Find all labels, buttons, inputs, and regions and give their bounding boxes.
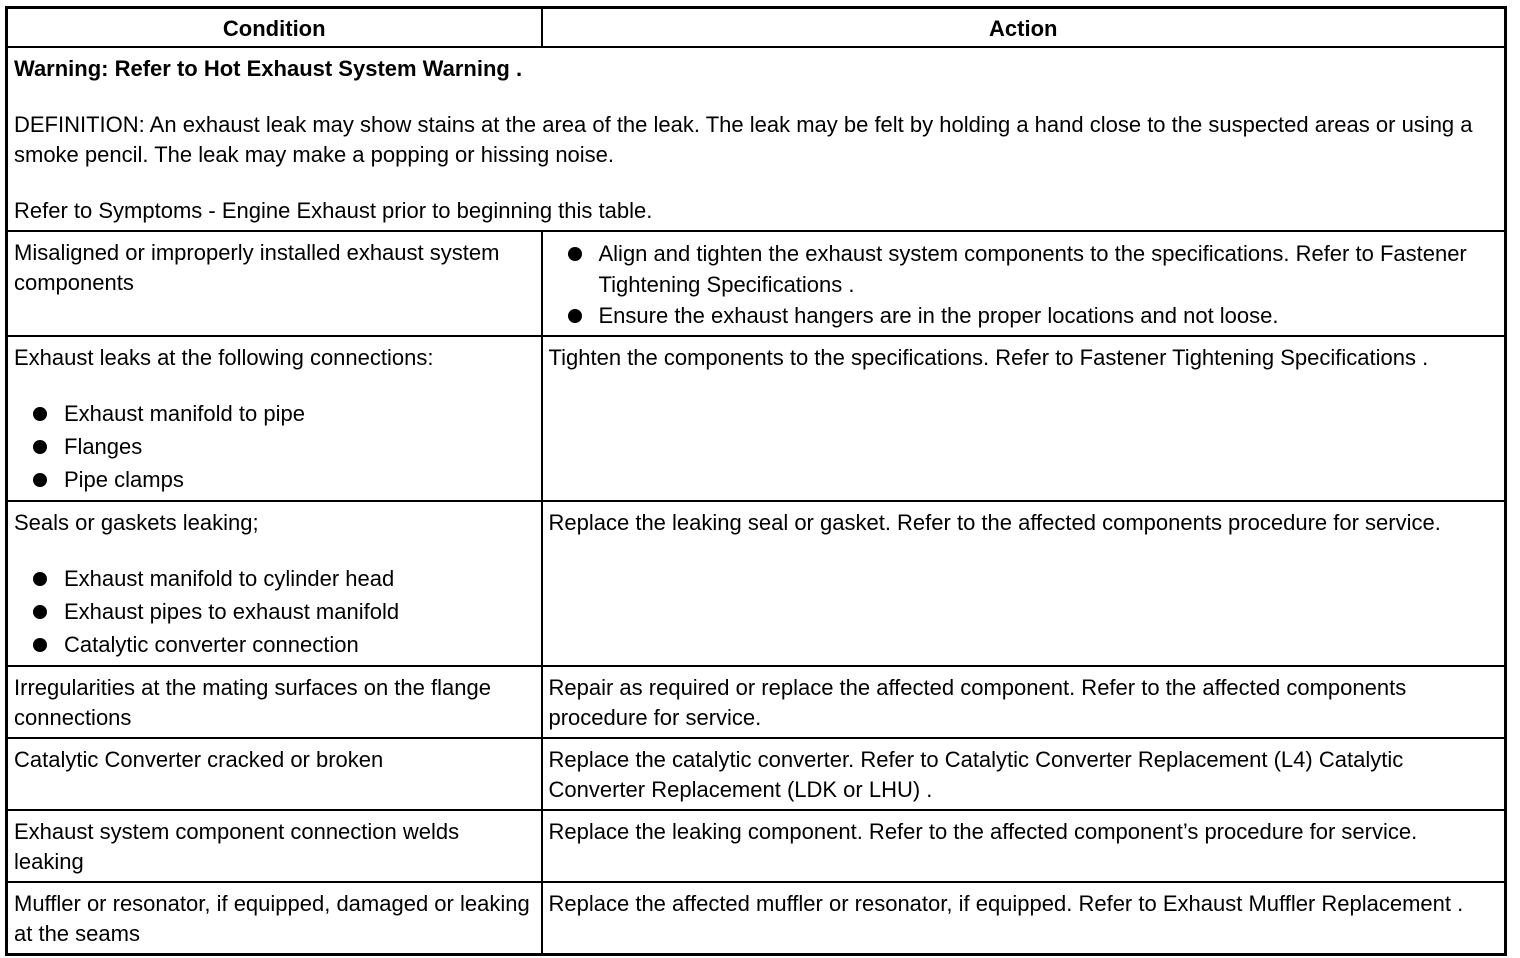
condition-text: Seals or gaskets leaking; xyxy=(14,510,259,535)
table-row xyxy=(7,882,1506,955)
condition-text: Muffler or resonator, if equipped, damaged or leaking at the seams xyxy=(14,891,530,946)
definition-text: DEFINITION: An exhaust leak may show stains at the area of the leak. The leak may be felt by holding a hand close to the suspected areas or using a smoke pencil. The leak may make a popping or hissing noise. xyxy=(14,112,1473,167)
table-row xyxy=(7,738,1506,810)
condition-bullet-list xyxy=(14,397,535,496)
condition-cell xyxy=(7,666,542,738)
table-row xyxy=(7,810,1506,882)
action-text: Replace the leaking seal or gasket. Refer to the affected components procedure for service. xyxy=(548,510,1441,535)
table-row xyxy=(7,231,1506,336)
condition-cell xyxy=(7,336,542,501)
condition-bullet: Exhaust manifold to cylinder head xyxy=(14,562,535,595)
action-cell xyxy=(542,810,1506,882)
condition-cell xyxy=(7,231,542,336)
condition-text: Catalytic Converter cracked or broken xyxy=(14,747,384,772)
action-header: Action xyxy=(542,8,1506,48)
condition-bullet: Flanges xyxy=(14,430,535,463)
condition-bullet: Exhaust manifold to pipe xyxy=(14,397,535,430)
condition-text: Exhaust leaks at the following connections: xyxy=(14,345,434,370)
diagnostic-table xyxy=(5,6,1507,956)
condition-text: Misaligned or improperly installed exhaust system components xyxy=(14,240,500,295)
condition-text: Irregularities at the mating surfaces on the flange connections xyxy=(14,675,491,730)
action-text: Replace the leaking component. Refer to the affected component’s procedure for service. xyxy=(548,819,1418,844)
header-row xyxy=(7,8,1506,48)
table-row xyxy=(7,336,1506,501)
table-row xyxy=(7,666,1506,738)
action-cell xyxy=(542,336,1506,501)
table-row xyxy=(7,501,1506,666)
action-bullet: Ensure the exhaust hangers are in the proper locations and not loose. xyxy=(549,300,1499,331)
action-cell xyxy=(542,882,1506,955)
action-bullet-list xyxy=(549,238,1499,331)
action-cell xyxy=(542,501,1506,666)
condition-bullet: Catalytic converter connection xyxy=(14,628,535,661)
condition-bullet: Exhaust pipes to exhaust manifold xyxy=(14,595,535,628)
condition-cell xyxy=(7,810,542,882)
condition-text: Exhaust system component connection welds leaking xyxy=(14,819,460,874)
intro-cell xyxy=(7,47,1506,231)
action-text: Repair as required or replace the affected component. Refer to the affected components procedure for service. xyxy=(548,675,1407,730)
condition-bullet: Pipe clamps xyxy=(14,463,535,496)
condition-bullet-list xyxy=(14,562,535,661)
warning-text: Warning: Refer to Hot Exhaust System Warning . xyxy=(14,56,523,81)
action-cell xyxy=(542,738,1506,810)
refer-text: Refer to Symptoms - Engine Exhaust prior to beginning this table. xyxy=(14,198,653,223)
condition-cell xyxy=(7,738,542,810)
action-text: Tighten the components to the specifications. Refer to Fastener Tightening Specifications . xyxy=(548,345,1429,370)
condition-header: Condition xyxy=(7,8,542,48)
intro-row xyxy=(7,47,1506,231)
action-text: Replace the affected muffler or resonator, if equipped. Refer to Exhaust Muffler Replacement . xyxy=(548,891,1464,916)
action-text: Replace the catalytic converter. Refer to Catalytic Converter Replacement (L4) Catalytic Converter Replacement (LDK or LHU) . xyxy=(548,747,1404,802)
action-bullet: Align and tighten the exhaust system components to the specifications. Refer to Fastener Tightening Specifications . xyxy=(549,238,1499,300)
condition-cell xyxy=(7,501,542,666)
condition-cell xyxy=(7,882,542,955)
action-cell xyxy=(542,666,1506,738)
action-cell xyxy=(542,231,1506,336)
